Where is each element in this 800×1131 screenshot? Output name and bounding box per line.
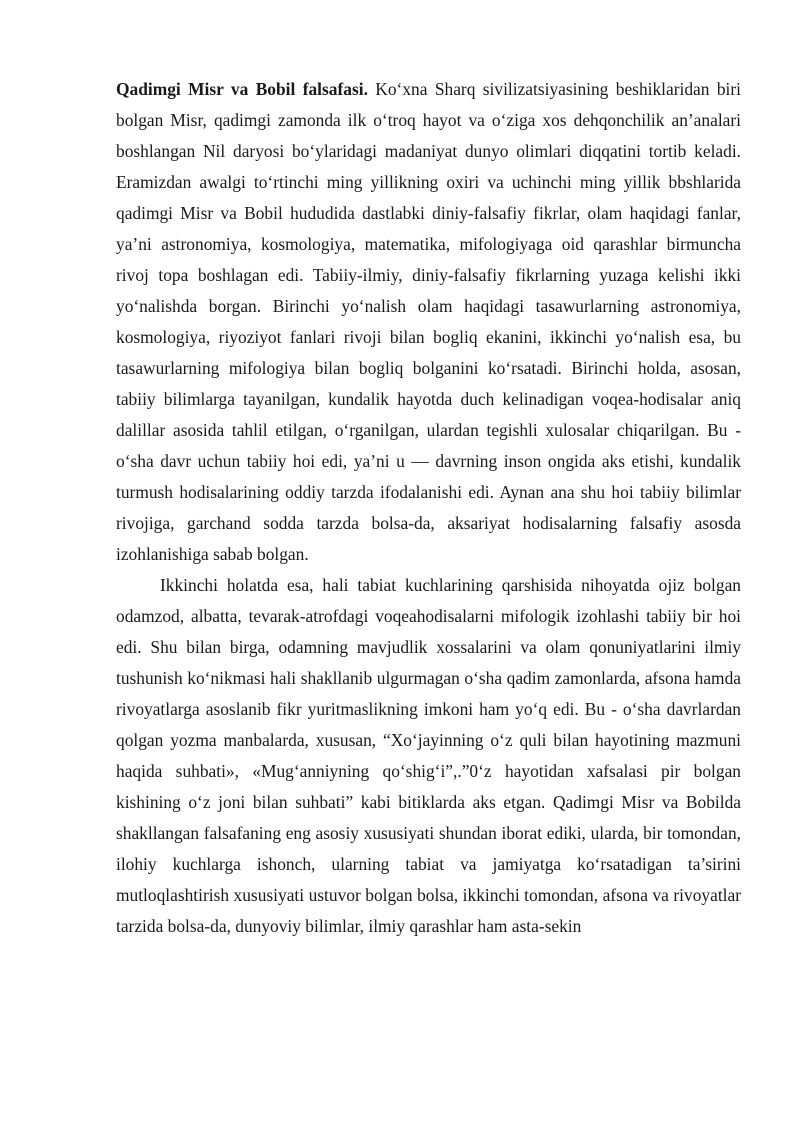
document-body: [116, 74, 741, 942]
paragraph-2: Ikkinchi holatda esa, hali tabiat kuchlarining qarshisida nihoyatda ojiz bolgan odamzod, albatta, tevarak-atrofdagi voqeahodisalarni mifologik izohlashi tabiiy bir hoi edi. Shu bilan birga, odamning mavjudlik xossalarini va olam qonuniyatlarini ilmiy tushunish ko‘nikmasi hali shakllanib ulgurmagan o‘sha qadim zamonlarda, afsona hamda rivoyatlarga asoslanib fikr yuritmaslikning imkoni ham yo‘q edi. Bu - o‘sha davrlardan qolgan yozma manbalarda, xususan, “Xo‘jayinning o‘z quli bilan hayotining mazmuni haqida suhbati», «Mug‘anniyning qo‘shig‘i”,.”0‘z hayotidan xafsalasi pir bolgan kishining o‘z joni bilan suhbati” kabi bitiklarda aks etgan. Qadimgi Misr va Bobilda shakllangan falsafaning eng asosiy xususiyati shundan iborat ediki, ularda, bir tomondan, ilohiy kuchlarga ishonch, ularning tabiat va jamiyatga ko‘rsatadigan ta’sirini mutloqlashtirish xususiyati ustuvor bolgan bolsa, ikkinchi tomondan, afsona va rivoyatlar tarzida bolsa-da, dunyoviy bilimlar, ilmiy qarashlar ham asta-sekin: [116, 575, 741, 936]
paragraph-1: [116, 74, 741, 570]
section-title: Qadimgi Misr va Bobil falsafasi.: [116, 79, 368, 99]
paragraph-1-text: Ko‘xna Sharq sivilizatsiyasining beshiklaridan biri bolgan Misr, qadimgi zamonda ilk o‘troq hayot va o‘ziga xos dehqonchilik an’analari boshlangan Nil daryosi bo‘ylaridagi madaniyat dunyo olimlari diqqatini tortib keladi. Eramizdan awalgi to‘rtinchi ming yillikning oxiri va uchinchi ming yillik bbshlarida qadimgi Misr va Bobil hududida dastlabki diniy-falsafiy fikrlar, olam haqidagi fanlar, ya’ni astronomiya, kosmologiya, matematika, mifologiyaga oid qarashlar birmuncha rivoj topa boshlagan edi. Tabiiy-ilmiy, diniy-falsafiy fikrlarning yuzaga kelishi ikki yo‘nalishda borgan. Birinchi yo‘nalish olam haqidagi tasawurlarning astronomiya, kosmologiya, riyoziyot fanlari rivoji bilan bogliq ekanini, ikkinchi yo‘nalish esa, bu tasawurlarning mifologiya bilan bogliq bolganini ko‘rsatadi. Birinchi holda, asosan, tabiiy bilimlarga tayanilgan, kundalik hayotda duch kelinadigan voqea-hodisalar aniq dalillar asosida tahlil etilgan, o‘rganilgan, ulardan tegishli xulosalar chiqarilgan. Bu - o‘sha davr uchun tabiiy hoi edi, ya’ni u — davrning inson ongida aks etishi, kundalik turmush hodisalarining oddiy tarzda ifodalanishi edi. Aynan ana shu hoi tabiiy bilimlar rivojiga, garchand sodda tarzda bolsa-da, aksariyat hodisalarning falsafiy asosda izohlanishiga sabab bolgan.: [116, 79, 741, 564]
